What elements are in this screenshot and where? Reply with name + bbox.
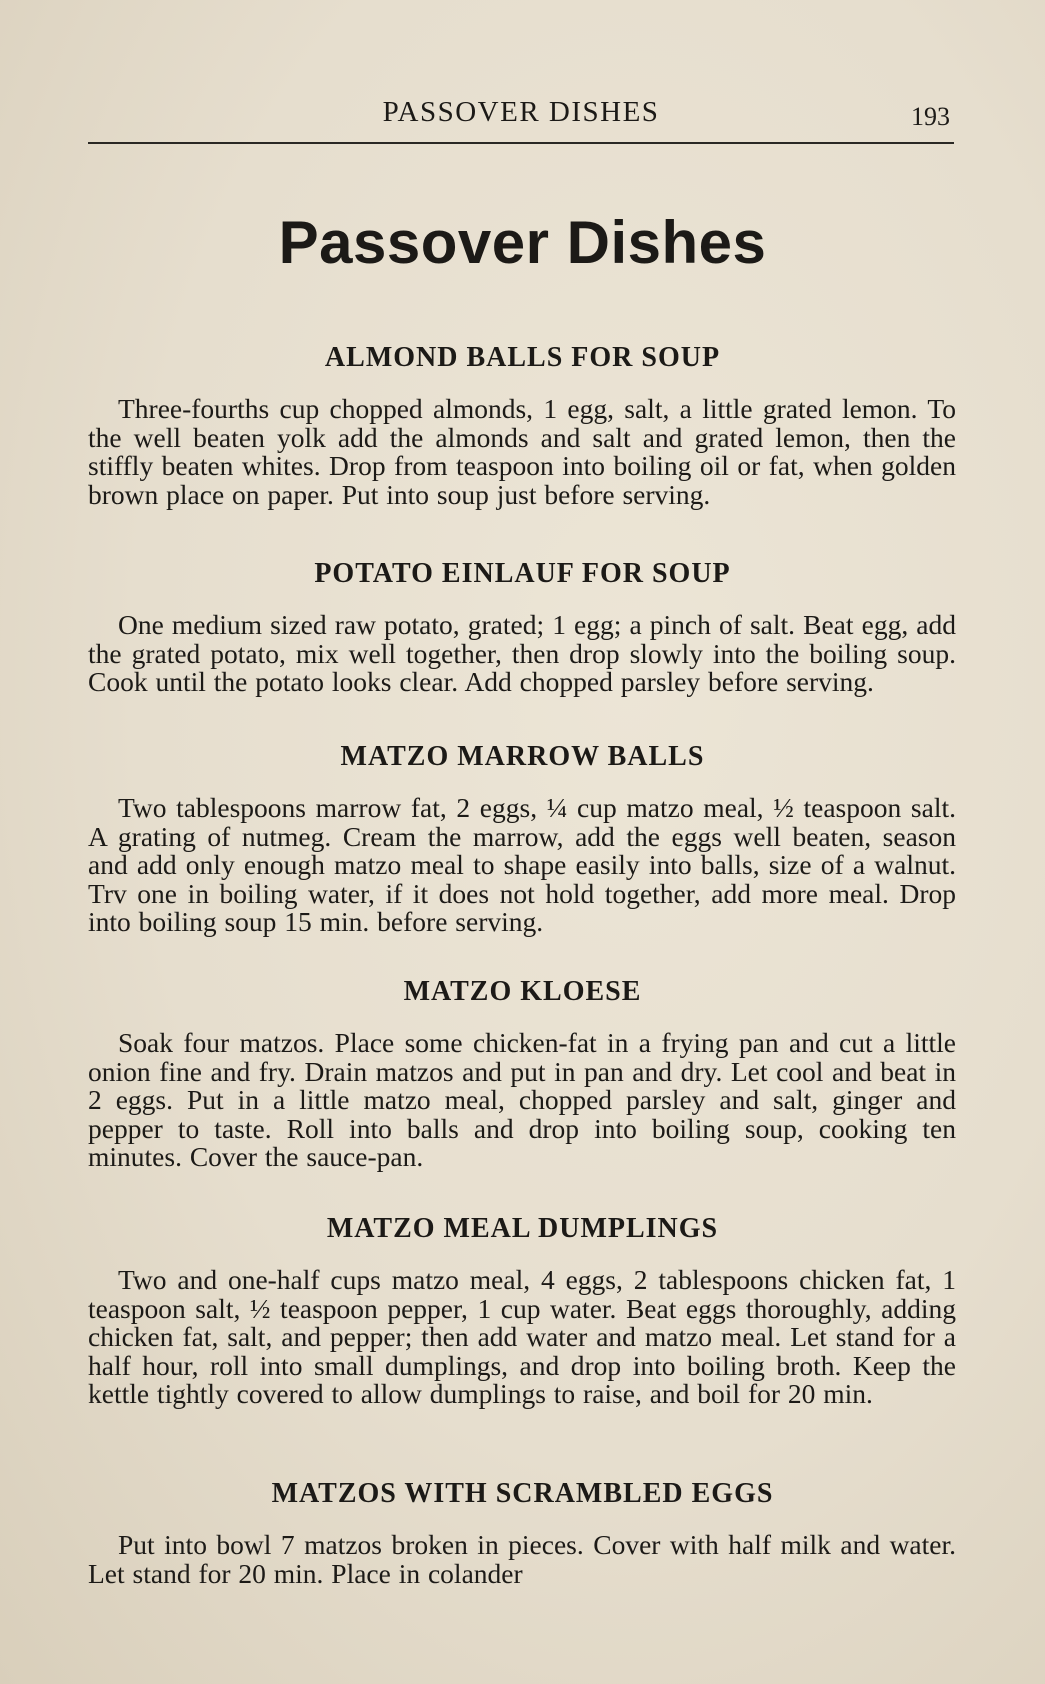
recipe-body-matzo-meal-dumplings: Two and one-half cups matzo meal, 4 eggs, 2 tablespoons chicken fat, 1 teaspoon salt, ½ teaspoon pepper, 1 cup water. Beat eggs thoroughly, adding chicken fat, salt, and pepper; then add water and matzo meal. Let stand for a half hour, roll into small dumplings, and drop into boiling broth. Keep the kettle tightly covered to allow dumplings to raise, and boil for 20 min. [88, 1264, 956, 1409]
header-rule [88, 142, 954, 144]
recipe-body-almond-balls: Three-fourths cup chopped almonds, 1 egg, salt, a little grated lemon. To the well beaten yolk add the almonds and salt and grated lemon, then the stiffly beaten whites. Drop from teaspoon into boiling oil or fat, when golden brown place on paper. Put into soup just before serving. [88, 393, 956, 510]
running-title: PASSOVER DISHES [382, 96, 660, 128]
recipe-body-potato-einlauf: One medium sized raw potato, grated; 1 egg; a pinch of salt. Beat egg, add the grated potato, mix well together, then drop slowly into the boiling soup. Cook until the potato looks clear. Add chopped parsley before serving. [88, 609, 956, 697]
page-number: 193 [911, 102, 950, 131]
recipe-heading-almond-balls: ALMOND BALLS FOR SOUP [324, 342, 721, 373]
recipe-heading-matzo-marrow-balls: MATZO MARROW BALLS [340, 741, 705, 772]
page-title: Passover Dishes [278, 209, 767, 276]
recipe-body-matzo-kloese: Soak four matzos. Place some chicken-fat in a frying pan and cut a little onion fine and fry. Drain matzos and put in pan and dry. Let cool and beat in 2 eggs. Put in a little matzo meal, chopped parsley and salt, ginger and pepper to taste. Roll into balls and drop into boiling soup, cooking ten minutes. Cover the sauce-pan. [88, 1027, 956, 1172]
recipe-heading-matzo-kloese: MATZO KLOESE [403, 976, 642, 1007]
recipe-body-matzos-scrambled-eggs: Put into bowl 7 matzos broken in pieces. Cover with half milk and water. Let stand for 20 min. Place in colander [88, 1529, 956, 1589]
recipe-heading-matzos-scrambled-eggs: MATZOS WITH SCRAMBLED EGGS [271, 1478, 774, 1509]
running-head [88, 96, 954, 136]
recipe-heading-matzo-meal-dumplings: MATZO MEAL DUMPLINGS [326, 1213, 719, 1244]
recipe-heading-potato-einlauf: POTATO EINLAUF FOR SOUP [314, 558, 731, 589]
recipe-body-matzo-marrow-balls: Two tablespoons marrow fat, 2 eggs, ¼ cup matzo meal, ½ teaspoon salt. A grating of nutmeg. Cream the marrow, add the eggs well beaten, season and add only enough matzo meal to shape easily into balls, size of a walnut. Trv one in boiling water, if it does not hold together, add more meal. Drop into boiling soup 15 min. before serving. [88, 792, 956, 937]
